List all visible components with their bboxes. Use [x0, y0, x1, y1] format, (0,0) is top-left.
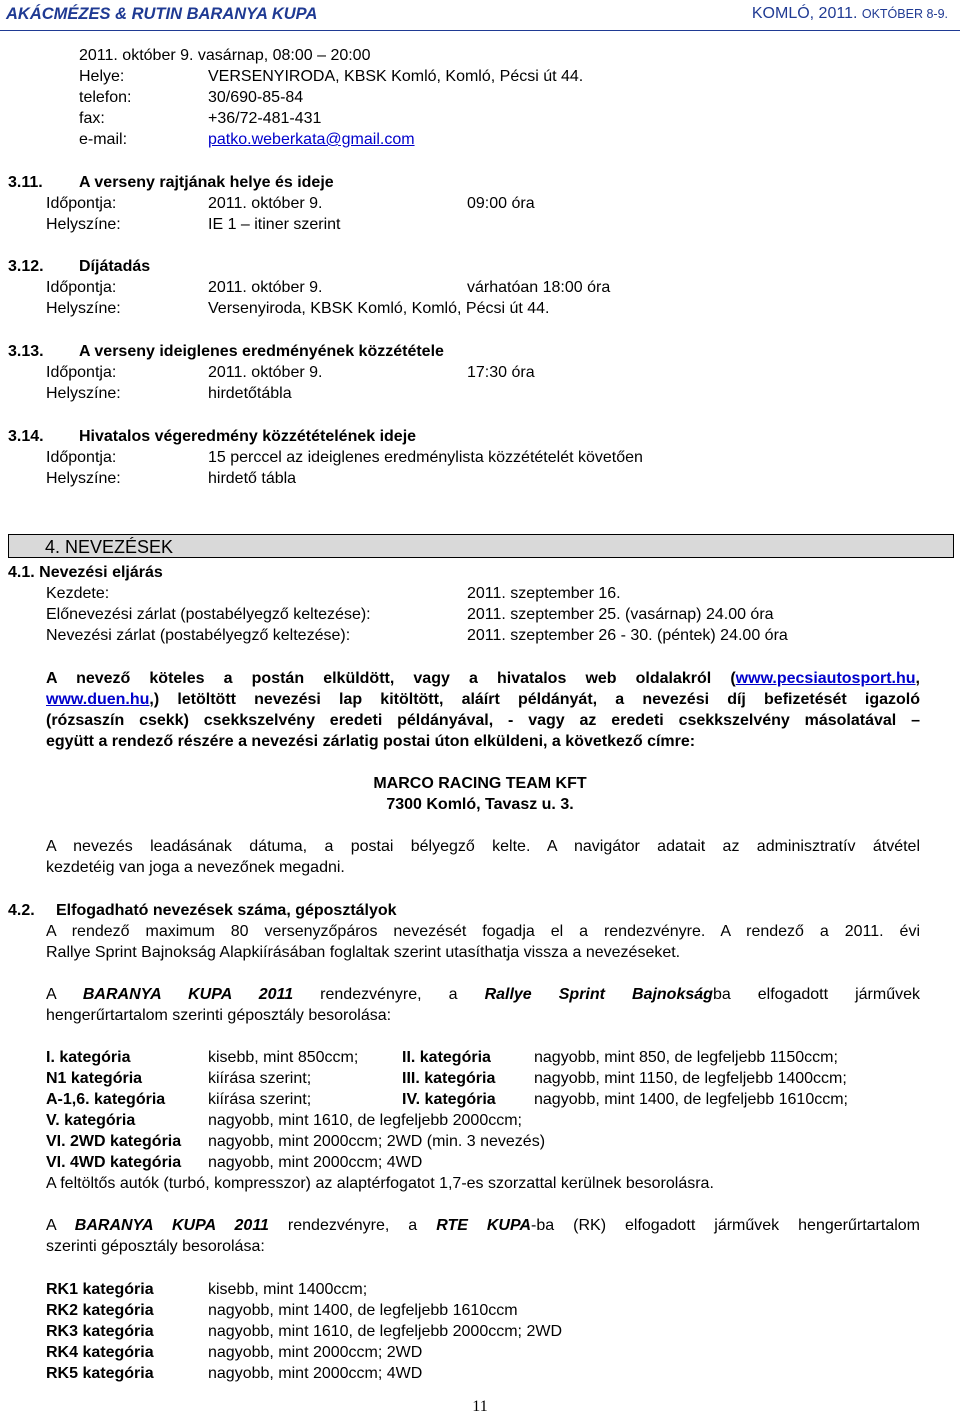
rk-intro-series: RTE KUPA — [436, 1217, 532, 1234]
classes-intro-series: Rallye Sprint Bajnokság — [484, 986, 713, 1003]
entry-close-value: 2011. szeptember 26 - 30. (péntek) 24.00 óra — [467, 627, 788, 644]
section-3-13-place: hirdetőtábla — [208, 385, 292, 402]
classes-intro-text: ba elfogadott járművek — [712, 986, 921, 1003]
office-email-label: e-mail: — [79, 131, 128, 148]
address-street: 7300 Komló, Tavasz u. 3. — [386, 796, 574, 813]
rk-intro-line-1 — [46, 1216, 920, 1236]
section-3-11-date: 2011. október 9. — [208, 195, 323, 212]
section-4-2-title: Elfogadható nevezések száma, géposztályok — [56, 902, 397, 919]
category-name: A-1,6. kategória — [46, 1091, 166, 1108]
entry-paragraph-text: ,) letöltött nevezési lap kitöltött, aláírt példányát, a nevezési díj befizetését igazoló — [149, 691, 920, 708]
max-entries-line-1: A rendező maximum 80 versenyzőpáros nevezését fogadja el a rendezvényre. A rendező a 2011. évi — [46, 923, 920, 940]
rk-category-desc: nagyobb, mint 2000ccm; 4WD — [208, 1365, 423, 1382]
section-3-13-number: 3.13. — [8, 343, 44, 360]
entry-paragraph-line-2 — [46, 690, 920, 710]
section-3-14-date-label: Időpontja: — [46, 449, 117, 466]
section-3-14-number: 3.14. — [8, 428, 44, 445]
address-name: MARCO RACING TEAM KFT — [373, 775, 587, 792]
header-date-small: OKTÓBER 8-9. — [861, 7, 948, 21]
rk-intro-text: A — [46, 1217, 56, 1234]
section-3-11-date-label: Időpontja: — [46, 195, 117, 212]
office-fax: +36/72-481-431 — [208, 110, 322, 127]
page-number: 11 — [472, 1398, 488, 1415]
section-3-12-place-label: Helyszíne: — [46, 300, 121, 317]
rk-intro-text: -ba (RK) elfogadott járművek hengerűrtartalom — [531, 1217, 920, 1234]
classes-intro-line-2: hengerűrtartalom szerinti géposztály besorolása: — [46, 1007, 392, 1024]
entry-start-label: Kezdete: — [46, 585, 110, 602]
section-3-12-number: 3.12. — [8, 258, 44, 275]
section-3-14-place: hirdető tábla — [208, 470, 297, 487]
section-4-2-number: 4.2. — [8, 902, 35, 919]
section-3-13-date: 2011. október 9. — [208, 364, 323, 381]
entry-close-label: Nevezési zárlat (postabélyegző keltezése): — [46, 627, 351, 644]
header-title: AKÁCMÉZES & RUTIN BARANYA KUPA — [6, 5, 318, 23]
section-3-11-place-label: Helyszíne: — [46, 216, 121, 233]
category-name: N1 kategória — [46, 1070, 143, 1087]
section-3-13-place-label: Helyszíne: — [46, 385, 121, 402]
section-3-14-date: 15 perccel az ideiglenes eredménylista közzétételét követően — [208, 449, 643, 466]
section-4-heading: 4. NEVEZÉSEK — [45, 537, 174, 557]
rk-category-name: RK2 kategória — [46, 1302, 154, 1319]
rk-category-desc: nagyobb, mint 1400, de legfeljebb 1610ccm — [208, 1302, 518, 1319]
category-desc: nagyobb, mint 1400, de legfeljebb 1610ccm; — [534, 1091, 848, 1108]
entry-paragraph-text: A nevező köteles a postán elküldött, vagy a hivatalos web oldalakról ( — [46, 670, 736, 687]
category-desc: nagyobb, mint 1610, de legfeljebb 2000ccm; — [208, 1112, 522, 1129]
rk-intro-text: rendezvényre, a — [287, 1217, 418, 1234]
rk-intro-event: BARANYA KUPA 2011 — [74, 1217, 269, 1234]
rk-category-name: RK5 kategória — [46, 1365, 154, 1382]
rk-category-name: RK3 kategória — [46, 1323, 154, 1340]
section-3-12-date: 2011. október 9. — [208, 279, 323, 296]
category-name: V. kategória — [46, 1112, 136, 1129]
category-name: II. kategória — [402, 1049, 491, 1066]
section-4-heading-box — [8, 534, 954, 558]
rk-category-desc: nagyobb, mint 1610, de legfeljebb 2000ccm; 2WD — [208, 1323, 562, 1340]
turbo-note: A feltöltős autók (turbó, kompresszor) az alaptérfogatot 1,7-es szorzattal kerülnek besorolásra. — [46, 1175, 714, 1192]
section-3-12-place: Versenyiroda, KBSK Komló, Komló, Pécsi út 44. — [208, 300, 550, 317]
classes-intro-line-1 — [46, 985, 920, 1005]
header-date-main: KOMLÓ, 2011. — [751, 5, 862, 22]
section-4-1-title: 4.1. Nevezési eljárás — [8, 564, 163, 581]
rk-category-name: RK1 kategória — [46, 1281, 154, 1298]
header-date — [752, 4, 948, 24]
category-name: IV. kategória — [402, 1091, 496, 1108]
section-3-11-place: IE 1 – itiner szerint — [208, 216, 341, 233]
office-date: 2011. október 9. vasárnap, 08:00 – 20:00 — [79, 47, 371, 64]
category-name: VI. 4WD kategória — [46, 1154, 182, 1171]
rk-intro-line-2: szerinti géposztály besorolása: — [46, 1238, 265, 1255]
category-name: III. kategória — [402, 1070, 496, 1087]
rk-category-desc: nagyobb, mint 2000ccm; 2WD — [208, 1344, 423, 1361]
section-3-12-title: Díjátadás — [79, 258, 151, 275]
section-3-13-title: A verseny ideiglenes eredményének közzététele — [79, 343, 444, 360]
office-place-label: Helye: — [79, 68, 125, 85]
submission-paragraph-line-1: A nevezés leadásának dátuma, a postai bélyegző kelte. A navigátor adatait az adminisztratív átvétel — [46, 838, 920, 855]
section-3-13-time: 17:30 óra — [467, 364, 535, 381]
pecsiautosport-link[interactable]: www.pecsiautosport.hu — [735, 670, 916, 687]
section-3-11-title: A verseny rajtjának helye és ideje — [79, 174, 334, 191]
section-3-11-time: 09:00 óra — [467, 195, 535, 212]
section-3-12-date-label: Időpontja: — [46, 279, 117, 296]
office-phone-label: telefon: — [79, 89, 132, 106]
section-3-14-place-label: Helyszíne: — [46, 470, 121, 487]
duen-link[interactable]: www.duen.hu — [46, 691, 150, 708]
classes-intro-text: rendezvényre, a — [320, 986, 458, 1003]
category-desc: nagyobb, mint 2000ccm; 2WD (min. 3 nevezés) — [208, 1133, 546, 1150]
category-desc: kisebb, mint 850ccm; — [208, 1049, 359, 1066]
rk-category-name: RK4 kategória — [46, 1344, 154, 1361]
category-desc: nagyobb, mint 2000ccm; 4WD — [208, 1154, 423, 1171]
category-desc: nagyobb, mint 1150, de legfeljebb 1400ccm; — [534, 1070, 847, 1087]
category-desc: kiírása szerint; — [208, 1070, 312, 1087]
section-3-12-time: várhatóan 18:00 óra — [467, 279, 611, 296]
entry-paragraph-line-1 — [46, 669, 920, 689]
section-3-13-date-label: Időpontja: — [46, 364, 117, 381]
classes-intro-event: BARANYA KUPA 2011 — [82, 986, 294, 1003]
max-entries-line-2: Rallye Sprint Bajnokság Alapkiírásában foglaltak szerint utasíthatja vissza a nevezéseket. — [46, 944, 681, 961]
office-fax-label: fax: — [79, 110, 105, 127]
office-place: VERSENYIRODA, KBSK Komló, Komló, Pécsi út 44. — [208, 68, 584, 85]
office-email-link[interactable]: patko.weberkata@gmail.com — [208, 131, 415, 148]
pre-entry-close-value: 2011. szeptember 25. (vasárnap) 24.00 óra — [467, 606, 774, 623]
rk-category-desc: kisebb, mint 1400ccm; — [208, 1281, 368, 1298]
section-3-11-number: 3.11. — [8, 174, 43, 191]
office-phone: 30/690-85-84 — [208, 89, 304, 106]
category-desc: nagyobb, mint 850, de legfeljebb 1150ccm; — [534, 1049, 838, 1066]
entry-start-value: 2011. szeptember 16. — [467, 585, 621, 602]
entry-paragraph-comma: , — [915, 670, 920, 687]
entry-paragraph-line-4: együtt a rendező részére a nevezési zárlatig postai úton elküldeni, a következő címre: — [46, 733, 696, 750]
entry-paragraph-line-3: (rózsaszín csekk) csekkszelvény eredeti példányával, - vagy az eredeti csekkszelvény másolatával – — [46, 712, 920, 729]
submission-paragraph-line-2: kezdetéig van joga a nevezőnek megadni. — [46, 859, 345, 876]
classes-intro-text: A — [46, 986, 56, 1003]
category-desc: kiírása szerint; — [208, 1091, 312, 1108]
pre-entry-close-label: Előnevezési zárlat (postabélyegző keltezése): — [46, 606, 371, 623]
section-3-14-title: Hivatalos végeredmény közzétételének ideje — [79, 428, 417, 445]
category-name: VI. 2WD kategória — [46, 1133, 182, 1150]
category-name: I. kategória — [46, 1049, 131, 1066]
header-rule — [0, 30, 960, 31]
